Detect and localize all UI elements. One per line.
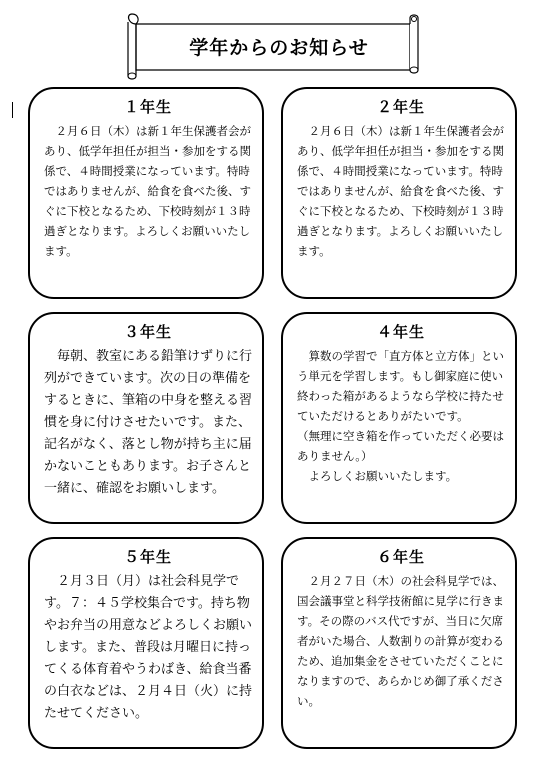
grade-1-title: １年生 <box>123 98 172 116</box>
grade-2-title: ２年生 <box>376 98 425 116</box>
grade-6-card <box>281 537 517 749</box>
grade-4-card <box>281 312 517 524</box>
grade-1-body: ２月６日（木）は新１年生保護者会があり、低学年担任が担当・参加をする関係で、４時間授業になっています。特時ではありませんが、給食を食べた後、すぐに下校となるため、下校時刻が１３時過ぎとなります。よろしくお願いいたします。 <box>44 124 251 258</box>
grade-6-body: ２月２７日（木）の社会科見学では、国会議事堂と科学技術館に見学に行きます。その際のバス代ですが、当日に欠席者がいた場合、人数割りの計算が変わるため、追加集金をさせていただくことになりますので、あらかじめ御了承ください。 <box>297 574 504 708</box>
page-title: 学年からのお知らせ <box>189 37 369 59</box>
grade-2-card <box>281 87 517 299</box>
grade-3-card <box>28 312 264 524</box>
text-cursor <box>12 102 13 118</box>
title-scroll-banner <box>122 10 422 80</box>
grade-4-title: ４年生 <box>376 323 425 341</box>
grade-5-card <box>28 537 264 749</box>
grade-4-body: 算数の学習で「直方体と立方体」という単元を学習します。もし御家庭に使い終わった箱があるようなら学校に持たせていただけるとありがたいです。 （無理に空き箱を作っていただく必要はありません。） よろしくお願いいたします。 <box>297 349 504 483</box>
grade-3-body: 毎朝、教室にある鉛筆けずりに行列ができています。次の日の準備をするときに、筆箱の中身を整える習慣を身に付けさせたいです。また、記名がなく、落とし物が持ち主に届かないこともあります。お子さんと一緒に、確認をお願いします。 <box>44 349 253 496</box>
grade-2-body: ２月６日（木）は新１年生保護者会があり、低学年担任が担当・参加をする関係で、４時間授業になっています。特時ではありませんが、給食を食べた後、すぐに下校となるため、下校時刻が１３時過ぎとなります。よろしくお願いいたします。 <box>297 124 504 258</box>
grade-3-title: ３年生 <box>123 323 172 341</box>
grade-5-title: ５年生 <box>123 548 172 566</box>
grade-5-body: ２月３日（月）は社会科見学です。７：４５学校集合です。持ち物やお弁当の用意などよろしくお願いします。また、普段は月曜日に持ってくる体育着やうわばき、給食当番の白衣などは、２月４日（火）に持たせてください。 <box>44 574 253 721</box>
grade-1-card <box>28 87 264 299</box>
grade-6-title: ６年生 <box>376 548 425 566</box>
